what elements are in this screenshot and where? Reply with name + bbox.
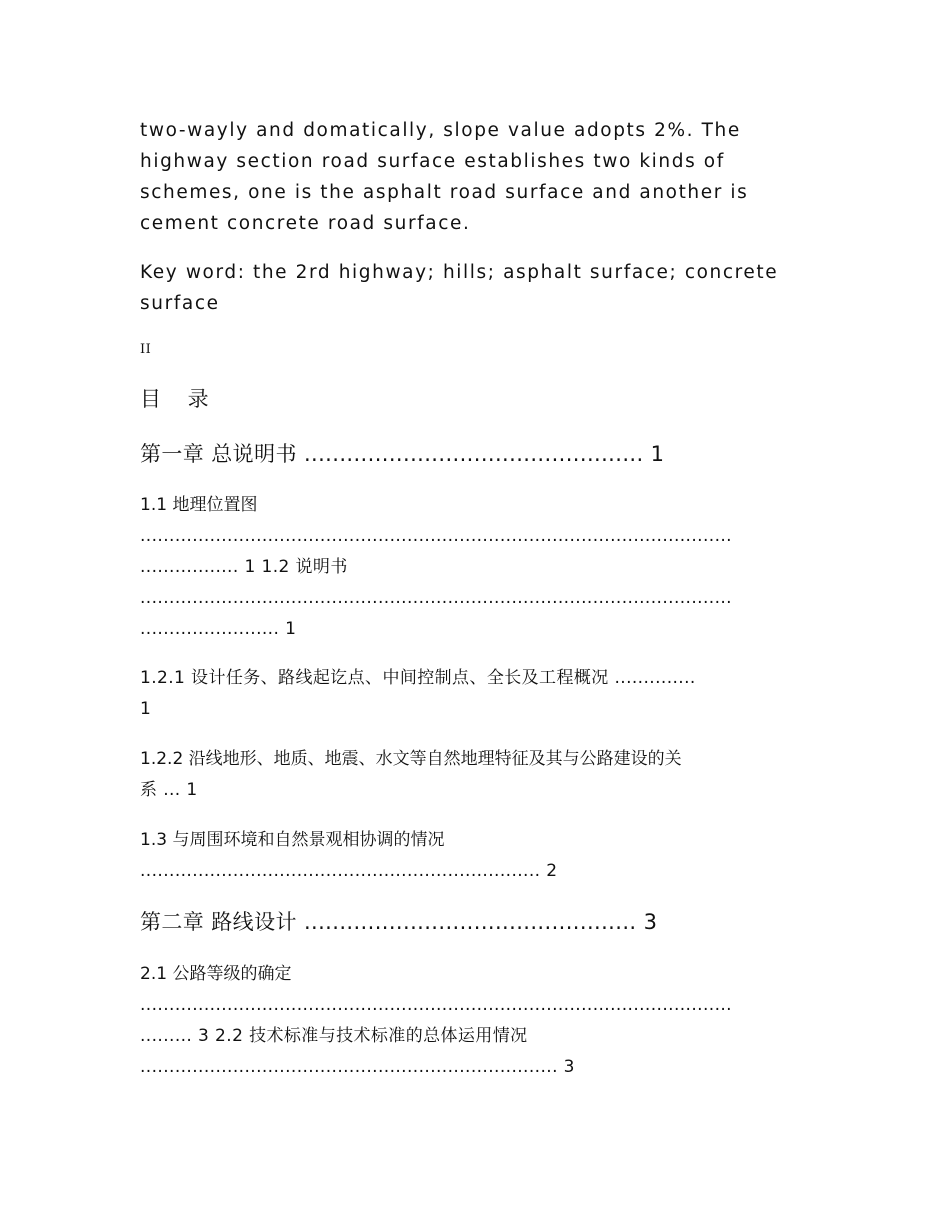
toc-entry-line: 1.2.1 设计任务、路线起讫点、中间控制点、全长及工程概况 .............. [140, 668, 696, 688]
toc-entry-line: ................. 1 1.2 说明书 [140, 557, 348, 577]
toc-entry-1-2-2[interactable] [140, 744, 810, 806]
keywords-line: surface [140, 293, 220, 314]
toc-entry-line: ........................ 1 [140, 619, 297, 639]
toc-entry-1-1[interactable] [140, 490, 810, 645]
toc-title: 目 录 [140, 387, 219, 411]
toc-chapter-1[interactable] [140, 438, 810, 470]
keywords-line: Key word: the 2rd highway; hills; asphalt surface; concrete [140, 262, 779, 283]
toc-entry-line: 系 ... 1 [140, 780, 198, 800]
toc-entry-1-2-1[interactable] [140, 663, 810, 725]
toc-entry-line: 1.3 与周围环境和自然景观相协调的情况 [140, 830, 445, 850]
page-number: II [140, 342, 152, 357]
toc-entry-line: ...................................................................................................... [140, 995, 732, 1015]
toc-entry-line: 2.1 公路等级的确定 [140, 964, 292, 984]
abstract-line: highway section road surface establishes two kinds of [140, 151, 725, 172]
keywords-paragraph [140, 257, 810, 319]
abstract-line: cement concrete road surface. [140, 213, 471, 234]
toc-entry-line: ........................................................................ 3 [140, 1057, 575, 1077]
abstract-line: schemes, one is the asphalt road surface and another is [140, 182, 749, 203]
toc-entry-line: ..................................................................... 2 [140, 861, 558, 881]
abstract-line: two-wayly and domatically, slope value adopts 2%. The [140, 120, 741, 141]
toc-chapter-2[interactable] [140, 906, 810, 938]
toc-entry-line: ...................................................................................................... [140, 588, 732, 608]
toc-entry-1-3[interactable] [140, 825, 810, 887]
toc-entry-line: ...................................................................................................... [140, 526, 732, 546]
toc-entry-2-1[interactable] [140, 959, 810, 1083]
toc-entry-line: ......... 3 2.2 技术标准与技术标准的总体运用情况 [140, 1026, 528, 1046]
toc-chapter-1-line: 第一章 总说明书 ................................................ 1 [140, 442, 665, 466]
toc-chapter-2-line: 第二章 路线设计 ............................................... 3 [140, 910, 658, 934]
toc-entry-line: 1 [140, 699, 151, 719]
toc-entry-line: 1.1 地理位置图 [140, 495, 258, 515]
toc-entry-line: 1.2.2 沿线地形、地质、地震、水文等自然地理特征及其与公路建设的关 [140, 749, 682, 769]
abstract-paragraph [140, 115, 810, 239]
